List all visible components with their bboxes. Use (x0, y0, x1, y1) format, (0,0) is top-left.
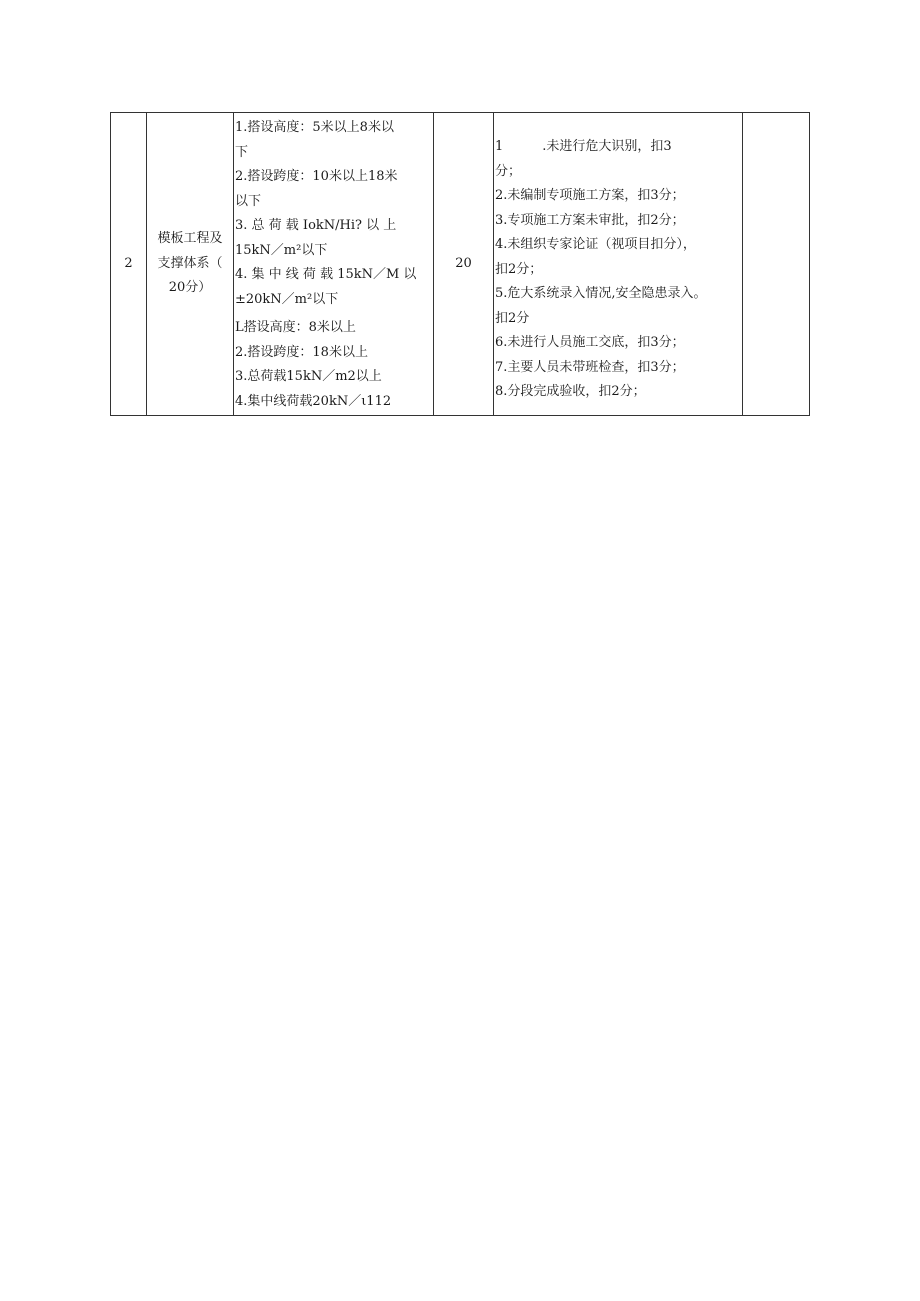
scope-line: 4.集中线荷载20kN／ι112 (235, 393, 392, 409)
scope-line: 3. 总 荷 载 IokN/Hi? 以 上 (235, 218, 397, 234)
deduction-line: 6.未进行人员施工交底，扣3分； (495, 335, 685, 350)
scope-line: 下 (235, 144, 249, 160)
table-row (111, 113, 810, 416)
scope-line: 2.搭设跨度：18米以上 (235, 344, 368, 360)
deduction-line: 8.分段完成验收，扣2分； (495, 384, 646, 399)
scope-line: ±20kN／m²以下 (235, 291, 339, 307)
item-name-line: 模板工程及 (157, 231, 223, 246)
scope-line: 1.搭设高度：5米以上8米以 (235, 120, 394, 136)
deduction-line: 扣2分 (495, 310, 530, 326)
scope-line: L搭设高度：8米以上 (235, 320, 356, 336)
remarks-cell (743, 113, 810, 416)
deduction-line: 分； (495, 163, 522, 179)
deduction-line: 4.未组织专家论证（视项目扣分）， (495, 237, 696, 252)
scope-group-range (235, 116, 433, 312)
deduction-line: 扣2分； (495, 261, 543, 277)
scope-line: 2.搭设跨度：10米以上18米 (235, 169, 398, 185)
item-number: 2 (111, 113, 147, 416)
scope-group-over (235, 316, 433, 414)
item-name-line: 支撑体系（ (157, 255, 223, 271)
item-name-line: 20分） (168, 280, 212, 295)
scope-line: 4. 集 中 线 荷 载 15kN／M 以 (235, 267, 417, 283)
evaluation-table (110, 112, 810, 416)
score-cell: 20 (434, 113, 494, 416)
scope-line: 3.总荷载15kN／m2以上 (235, 369, 382, 385)
deduction-line: 3.专项施工方案未审批，扣2分； (495, 212, 685, 228)
deduction-line: 5.危大系统录入情况,安全隐患录入。 (495, 286, 707, 301)
scope-line: 以下 (235, 193, 262, 209)
deduction-line: 7.主要人员未带班检查，扣3分； (495, 359, 685, 375)
deduction-cell (494, 113, 743, 416)
deduction-line: 2.未编制专项施工方案，扣3分； (495, 188, 685, 203)
deduction-line: 1 .未进行危大识别，扣3 (495, 139, 672, 154)
scope-line: 15kN／m²以下 (235, 242, 328, 258)
item-name (147, 113, 234, 416)
scope-cell (234, 113, 434, 416)
